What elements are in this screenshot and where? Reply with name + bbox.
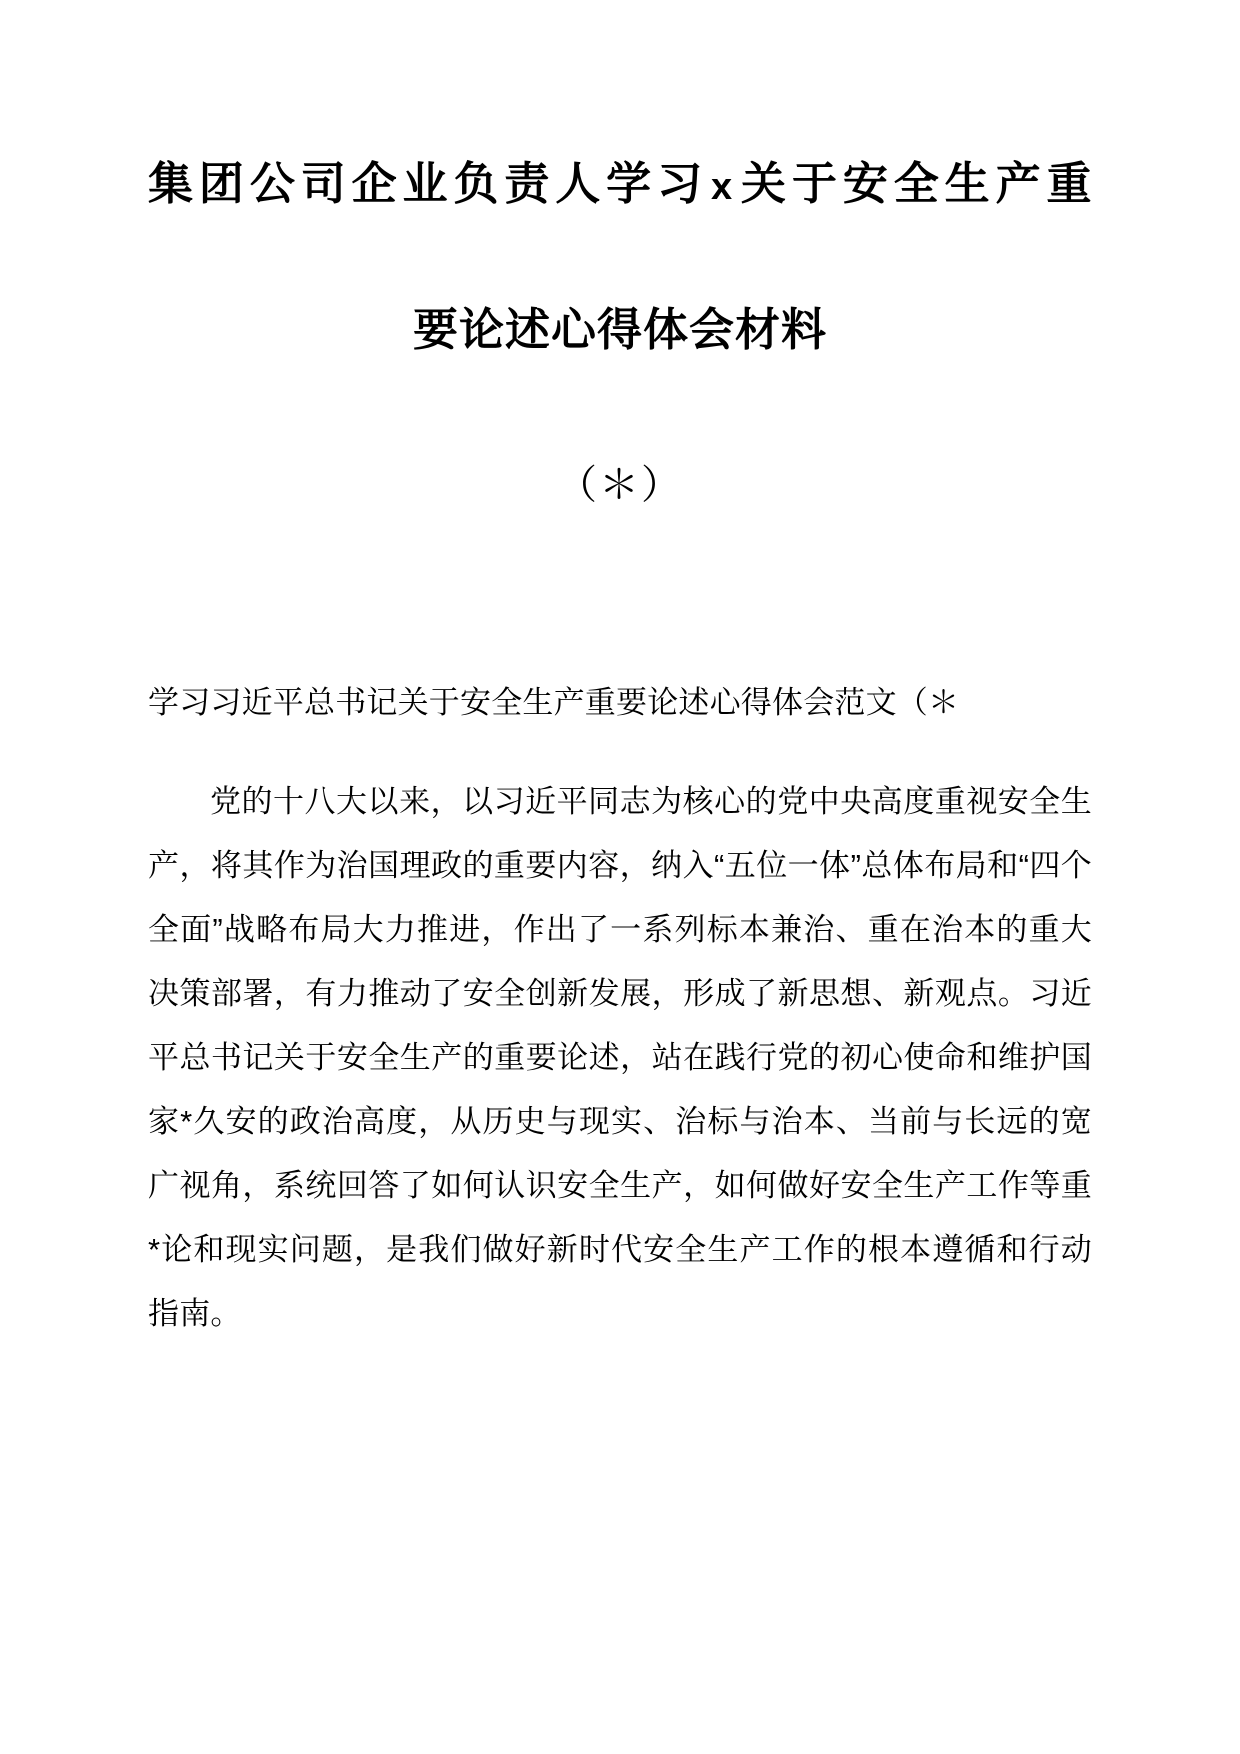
page-title-line-1 xyxy=(148,160,1092,208)
intro-line: 学习习近平总书记关于安全生产重要论述心得体会范文（＊ xyxy=(148,685,960,721)
page-title-line-1-suffix: 关于安全生产重 xyxy=(735,158,1092,209)
page-title xyxy=(148,0,1092,353)
page-title-line-1-prefix: 集团公司企业负责人学习 xyxy=(148,158,708,209)
body-paragraph: 党的十八大以来，以习近平同志为核心的党中央高度重视安全生产，将其作为治国理政的重要内容，纳入“五位一体”总体布局和“四个全面”战略布局大力推进，作出了一系列标本兼治、重在治本的重大决策部署，有力推动了安全创新发展，形成了新思想、新观点。习近平总书记关于安全生产的重要论述，站在践行党的初心使命和维护国家*久安的政治高度，从历史与现实、治标与治本、当前与长远的宽广视角，系统回答了如何认识安全生产，如何做好安全生产工作等重*论和现实问题，是我们做好新时代安全生产工作的根本遵循和行动指南。 xyxy=(148,784,1092,1332)
page-title-line-1-latin: x xyxy=(710,166,733,208)
document-subtitle: （＊） xyxy=(557,463,683,508)
page-title-line-2: 要论述心得体会材料 xyxy=(412,303,827,355)
document-body xyxy=(148,509,1092,1346)
